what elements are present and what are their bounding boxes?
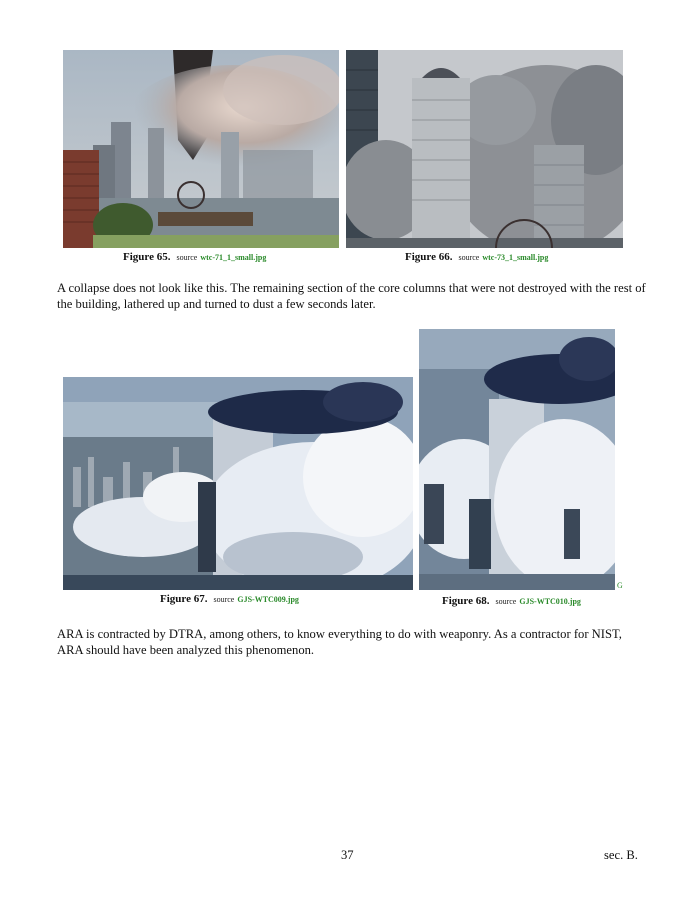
figure-66-caption (405, 251, 548, 263)
figure-67-source-prefix: source (213, 595, 235, 604)
figure-65-source-file: wtc-71_1_small.jpg (200, 253, 267, 262)
figure-68-label: Figure 68. (442, 595, 490, 607)
figure-68-caption (442, 595, 581, 607)
figure-68-photo (419, 329, 615, 590)
figure-66-photo (346, 50, 623, 248)
page-number: 37 (341, 848, 354, 862)
figure-68-source-prefix: source (495, 597, 517, 606)
figure-65-source-prefix: source (176, 253, 198, 262)
paragraph-collapse: A collapse does not look like this. The remaining section of the core columns that were not destroyed with the rest of the building, lathered up and turned to dust a few seconds later. (57, 281, 646, 311)
figure-68-source-file: GJS-WTC010.jpg (519, 597, 581, 606)
figure-67-photo (63, 377, 413, 590)
stray-mark: G (617, 581, 623, 590)
figure-67-label: Figure 67. (160, 593, 208, 605)
figure-66-source-prefix: source (458, 253, 480, 262)
figure-66-label: Figure 66. (405, 251, 453, 263)
figure-65-label: Figure 65. (123, 251, 171, 263)
figure-65-caption (123, 251, 266, 263)
figure-65-photo (63, 50, 339, 248)
paragraph-ara: ARA is contracted by DTRA, among others, to know everything to do with weaponry. As a contractor for NIST, ARA should have been analyzed this phenomenon. (57, 627, 622, 657)
section-label: sec. B. (604, 848, 638, 862)
figure-66-source-file: wtc-73_1_small.jpg (482, 253, 549, 262)
figure-67-caption (160, 593, 299, 605)
figure-67-source-file: GJS-WTC009.jpg (237, 595, 299, 604)
